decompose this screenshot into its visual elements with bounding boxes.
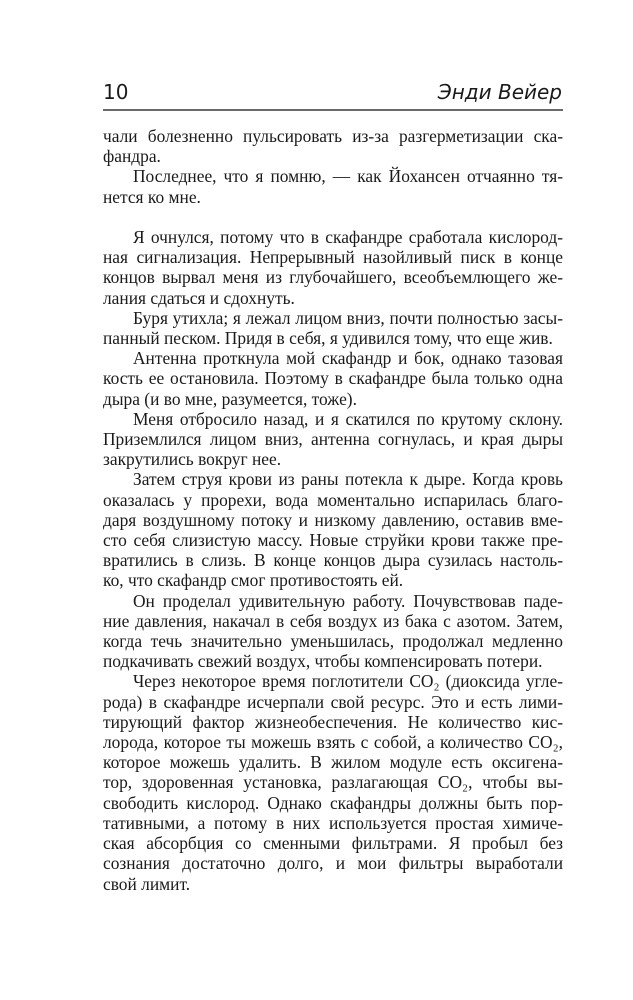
text-line: лорода, которое ты можешь взять с собой, а количество CO₂, [103,732,563,753]
paragraph [103,348,563,409]
text-line: ко, что скафандр смог противостоять ей. [103,570,404,591]
text-line: Затем струя крови из раны потекла к дыре. Когда кровь [133,469,563,490]
text-line: тор, здоровенная установка, разлагающая CO₂, чтобы вы- [103,772,563,793]
text-line: кость ее остановила. Поэтому в скафандре была только одна [103,368,563,389]
text-line: подкачивать свежий воздух, чтобы компенсировать потери. [103,651,543,672]
text-line: лания сдаться и сдохнуть. [103,287,295,308]
text-line: панный песком. Придя в себя, я удивился тому, что еще жив. [103,328,553,349]
section-break [103,207,563,227]
text-line: фандра. [103,146,161,167]
text-line: Я очнулся, потому что в скафандре сработала кислород- [133,227,563,247]
text-line: чали болезненно пульсировать из-за разгерметизации ска- [103,126,563,146]
text-line: Меня отбросило назад, и я скатился по крутому склону. [133,408,563,429]
text-line: сознания достаточно долго, и мои фильтры выработали [103,853,563,874]
paragraph [103,308,563,348]
text-line: вратились в слизь. В конце концов дыра сузилась настоль- [103,550,563,571]
text-line: Через некоторое время поглотители CO₂ (диоксида угле- [133,671,563,692]
text-line: рода) в скафандре исчерпали свой ресурс. Это и есть лими- [103,691,563,712]
running-header [103,80,562,108]
paragraph [103,166,563,206]
header-rule [103,109,563,111]
text-line: свой лимит. [103,873,191,894]
text-line: Буря утихла; я лежал лицом вниз, почти полностью засы- [133,307,563,328]
text-line: тирующий фактор жизнеобеспечения. Не количество кис- [103,711,563,732]
text-line: ская абсорбция со сменными фильтрами. Я пробыл без [103,833,563,854]
text-line: свободить кислород. Однако скафандры должны быть пор- [103,792,563,813]
running-head-author: Энди Вейер [437,80,562,104]
paragraph [103,126,563,166]
text-line: даря воздушному потоку и низкому давлению, оставив вме- [103,509,563,530]
paragraph [103,671,563,893]
body-text [103,126,563,894]
text-line: которое можешь удалить. В жилом модуле есть оксигена- [103,752,563,773]
text-line: дыра (и во мне, разумеется, тоже). [103,388,357,409]
text-line: Последнее, что я помню, — как Йохансен отчаянно тя- [133,166,563,187]
text-line: Он проделал удивительную работу. Почувствовав паде- [133,590,563,611]
text-line: ная сигнализация. Непрерывный назойливый писк в конце [103,247,563,268]
text-line: оказалась у прорехи, вода моментально испарилась благо- [103,489,563,510]
text-line: нется ко мне. [103,186,201,207]
paragraph [103,591,563,672]
text-line: Приземлился лицом вниз, антенна согнулась, и края дыры [103,429,563,450]
text-line: концов вырвал меня из глубочайшего, всеобъемлющего же- [103,267,563,288]
text-line: тативными, а потому в них используется простая химиче- [103,812,563,833]
paragraph [103,227,563,308]
text-line: закрутились вокруг нее. [103,449,282,470]
text-line: ние давления, накачал в себя воздух из бака с азотом. Затем, [103,610,563,631]
page-number: 10 [103,80,129,104]
paragraph [103,409,563,470]
text-line: Антенна проткнула мой скафандр и бок, однако тазовая [133,348,563,369]
paragraph [103,469,563,590]
text-line: сто себя слизистую массу. Новые струйки крови также пре- [103,530,563,551]
text-line: когда течь значительно уменьшилась, продолжал медленно [103,631,563,652]
